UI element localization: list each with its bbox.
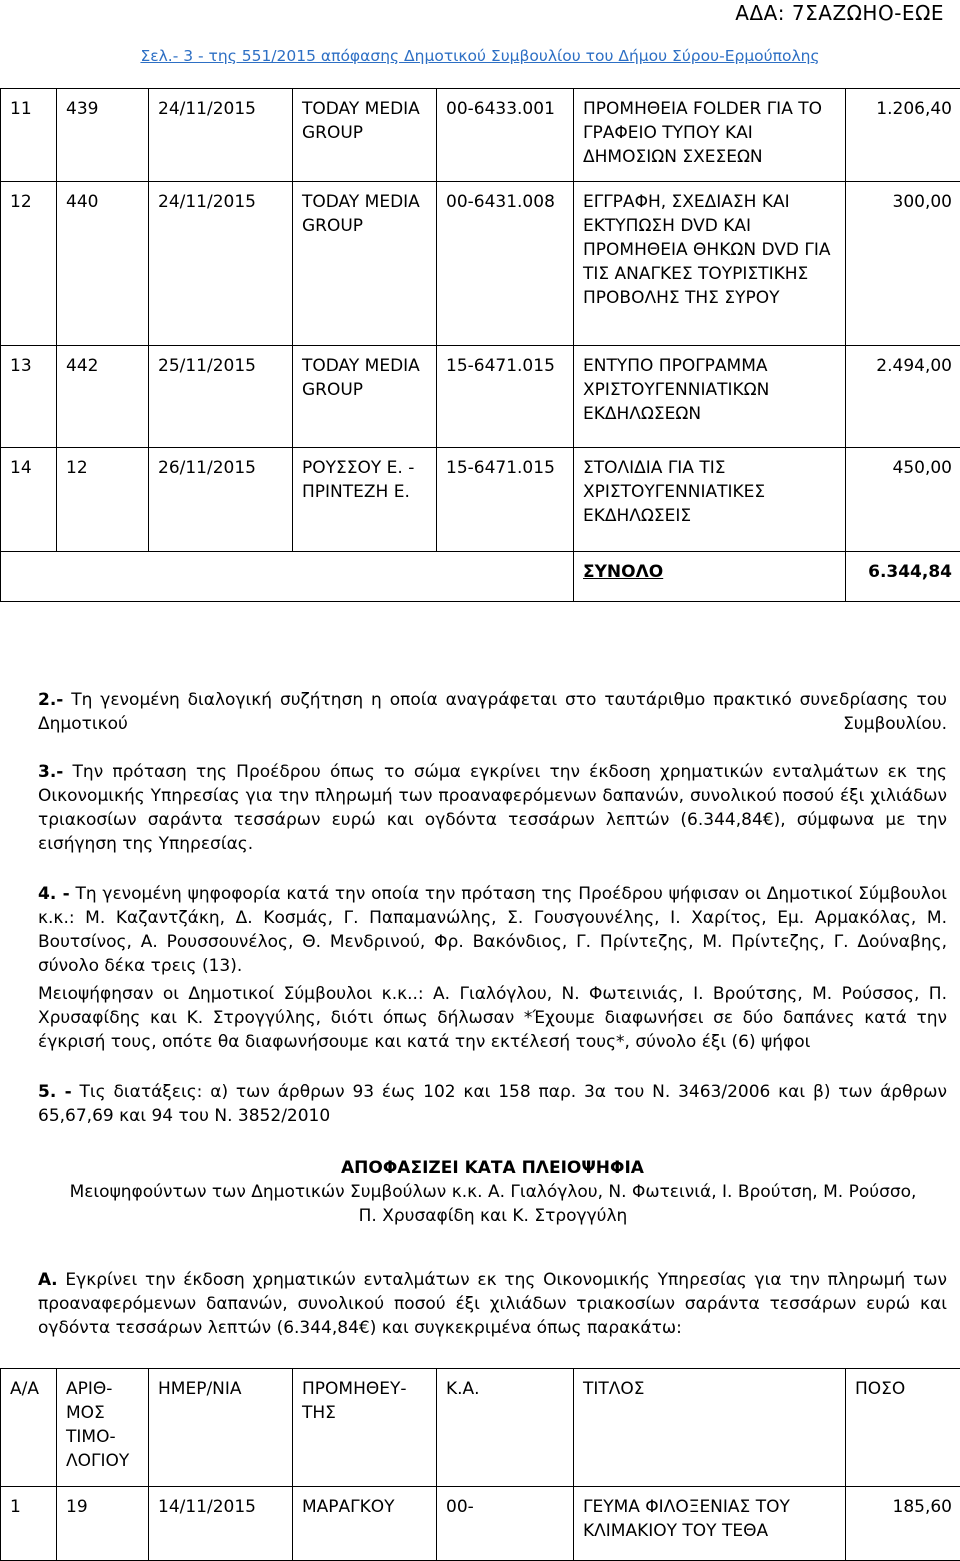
cell-arith: 12 [57,448,149,552]
table-row [1,448,960,552]
cell-aa: 13 [1,346,57,448]
decision-subheading: Μειοψηφούντων των Δημοτικών Συμβούλων κ.κ. Α. Γιαλόγλου, Ν. Φωτεινιά, Ι. Βρούτση, Μ. Ρούσσο, Π. Χρυσαφίδη και Κ. Στρογγύλη [58,1180,928,1228]
cell-amount: 300,00 [846,182,960,346]
header-arith: ΑΡΙΘ-ΜΟΣ ΤΙΜΟ-ΛΟΓΙΟΥ [57,1369,149,1487]
mandates-table [0,1368,960,1561]
paragraph-text: Τη γενομένη ψηφοφορία κατά την οποία την πρόταση της Προέδρου ψήφισαν οι Δημοτικοί Σύμβουλοι κ.κ.: Μ. Καζαντζάκη, Δ. Κοσμάς, Γ. Παπαμανώλης, Σ. Γουσγουνέλης, Ι. Χαρίτος, Εμ. Αρμακόλας, Μ. Βουτσίνος, Α. Ρουσσουνέλος, Θ. Μενδρινού, Φρ. Βακόνδιος, Γ. Πρίντεζης, Μ. Πρίντεζης, Γ. Δούναβης, σύνολο δέκα τρεις (13). [38,884,947,976]
cell-supplier: ΡΟΥΣΣΟΥ Ε. - ΠΡΙΝΤΕΖΗ Ε. [293,448,437,552]
header-date: ΗΜΕΡ/ΝΙΑ [149,1369,293,1487]
total-row [1,552,960,602]
header-ka: Κ.Α. [437,1369,574,1487]
total-value: 6.344,84 [846,552,960,602]
cell-ka: 00- [437,1487,574,1561]
cell-supplier: TODAY MEDIA GROUP [293,346,437,448]
cell-aa: 1 [1,1487,57,1561]
cell-date: 24/11/2015 [149,89,293,182]
table-header-row [1,1369,960,1487]
cell-supplier: TODAY MEDIA GROUP [293,89,437,182]
cell-aa: 14 [1,448,57,552]
paragraph-text: Την πρόταση της Προέδρου όπως το σώμα εγκρίνει την έκδοση χρηματικών ενταλμάτων εκ της Οικονομικής Υπηρεσίας για την πληρωμή των προαναφερόμενων δαπανών, συνολικού ποσού έξι χιλιάδων τριακοσίων σαράντα τεσσάρων ευρώ και ογδόντα τεσσάρων λεπτών (6.344,84€), σύμφωνα με την εισήγηση της Υπηρεσίας. [38,762,947,854]
cell-ka: 15-6471.015 [437,346,574,448]
cell-supplier: ΜΑΡΑΓΚΟΥ [293,1487,437,1561]
paragraph-number: 2.- [38,690,63,710]
table-row [1,89,960,182]
cell-amount: 185,60 [846,1487,960,1561]
table-row [1,182,960,346]
decision-heading: ΑΠΟΦΑΣΙΖΕΙ ΚΑΤΑ ΠΛΕΙΟΨΗΦΙΑ [38,1156,947,1180]
cell-arith: 440 [57,182,149,346]
cell-amount: 450,00 [846,448,960,552]
paragraph-2 [38,688,947,736]
header-title: ΤΙΤΛΟΣ [574,1369,846,1487]
paragraph-3 [38,760,947,856]
paragraph-number: 5. - [38,1082,72,1102]
cell-date: 24/11/2015 [149,182,293,346]
paragraph-number: 4. - [38,884,70,904]
cell-title: ΠΡΟΜΗΘΕΙΑ FOLDER ΓΙΑ ΤΟ ΓΡΑΦΕΙΟ ΤΥΠΟΥ ΚΑΙ ΔΗΜΟΣΙΩΝ ΣΧΕΣΕΩΝ [574,89,846,182]
paragraph-a [38,1268,947,1340]
cell-aa: 12 [1,182,57,346]
expenses-table [0,88,960,602]
table-row [1,346,960,448]
paragraph-text: Εγκρίνει την έκδοση χρηματικών ενταλμάτων εκ της Οικονομικής Υπηρεσίας για την πληρωμή των προαναφερόμενων δαπανών, συνολικού ποσού έξι χιλιάδων τριακοσίων σαράντα τεσσάρων ευρώ και ογδόντα τεσσάρων λεπτών (6.344,84€) και συγκεκριμένα όπως παρακάτω: [38,1270,947,1338]
cell-date: 26/11/2015 [149,448,293,552]
paragraph-4 [38,882,947,978]
header-supplier: ΠΡΟΜΗΘΕΥ-ΤΗΣ [293,1369,437,1487]
cell-amount: 1.206,40 [846,89,960,182]
cell-supplier: TODAY MEDIA GROUP [293,182,437,346]
paragraph-text: Μειοψήφησαν οι Δημοτικοί Σύμβουλοι κ.κ..: Α. Γιαλόγλου, Ν. Φωτεινιάς, Ι. Βρούτσης, Μ. Ρούσσος, Π. Χρυσαφίδης και Κ. Στρογγύλης, διότι όπως δήλωσαν *Έχουμε διαφωνήσει σε δύο δαπάνες κατά την έγκρισή τους, οπότε θα διαφωνήσουμε και κατά την εκτέλεσή τους*, σύνολο έξι (6) ψήφοι [38,984,947,1052]
cell-title: ΕΝΤΥΠΟ ΠΡΟΓΡΑΜΜΑ ΧΡΙΣΤΟΥΓΕΝΝΙΑΤΙΚΩΝ ΕΚΔΗΛΩΣΕΩΝ [574,346,846,448]
cell-title: ΓΕΥΜΑ ΦΙΛΟΞΕΝΙΑΣ ΤΟΥ ΚΛΙΜΑΚΙΟΥ ΤΟΥ ΤΕΘΑ [574,1487,846,1561]
header-aa: Α/Α [1,1369,57,1487]
table-row [1,1487,960,1561]
cell-arith: 442 [57,346,149,448]
paragraph-number: Α. [38,1270,58,1290]
cell-arith: 439 [57,89,149,182]
cell-aa: 11 [1,89,57,182]
cell-date: 25/11/2015 [149,346,293,448]
paragraph-text: Τις διατάξεις: α) των άρθρων 93 έως 102 και 158 παρ. 3α του Ν. 3463/2006 και β) των άρθρων 65,67,69 και 94 του Ν. 3852/2010 [38,1082,947,1126]
cell-title: ΕΓΓΡΑΦΗ, ΣΧΕΔΙΑΣΗ ΚΑΙ ΕΚΤΥΠΩΣΗ DVD ΚΑΙ ΠΡΟΜΗΘΕΙΑ ΘΗΚΩΝ DVD ΓΙΑ ΤΙΣ ΑΝΑΓΚΕΣ ΤΟΥΡΙΣΤΙΚΗΣ ΠΡΟΒΟΛΗΣ ΤΗΣ ΣΥΡΟΥ [574,182,846,346]
cell-amount: 2.494,00 [846,346,960,448]
paragraph-text: Τη γενομένη διαλογική συζήτηση η οποία αναγράφεται στο ταυτάριθμο πρακτικό συνεδρίασης του Δημοτικού Συμβουλίου. [38,690,947,734]
total-label: ΣΥΝΟΛΟ [574,552,846,602]
cell-title: ΣΤΟΛΙΔΙΑ ΓΙΑ ΤΙΣ ΧΡΙΣΤΟΥΓΕΝΝΙΑΤΙΚΕΣ ΕΚΔΗΛΩΣΕΙΣ [574,448,846,552]
cell-ka: 15-6471.015 [437,448,574,552]
cell-arith: 19 [57,1487,149,1561]
paragraph-4-minority [38,982,947,1054]
cell-ka: 00-6431.008 [437,182,574,346]
cell-date: 14/11/2015 [149,1487,293,1561]
header-amount: ΠΟΣΟ [846,1369,960,1487]
paragraph-5 [38,1080,947,1128]
paragraph-number: 3.- [38,762,63,782]
page-subtitle: Σελ.- 3 - της 551/2015 απόφασης Δημοτικού Συμβουλίου του Δήμου Σύρου-Ερμούπολης [0,47,960,65]
cell-ka: 00-6433.001 [437,89,574,182]
ada-code: ΑΔΑ: 7ΣΑΖΩΗΟ-ΕΩΕ [735,0,944,26]
